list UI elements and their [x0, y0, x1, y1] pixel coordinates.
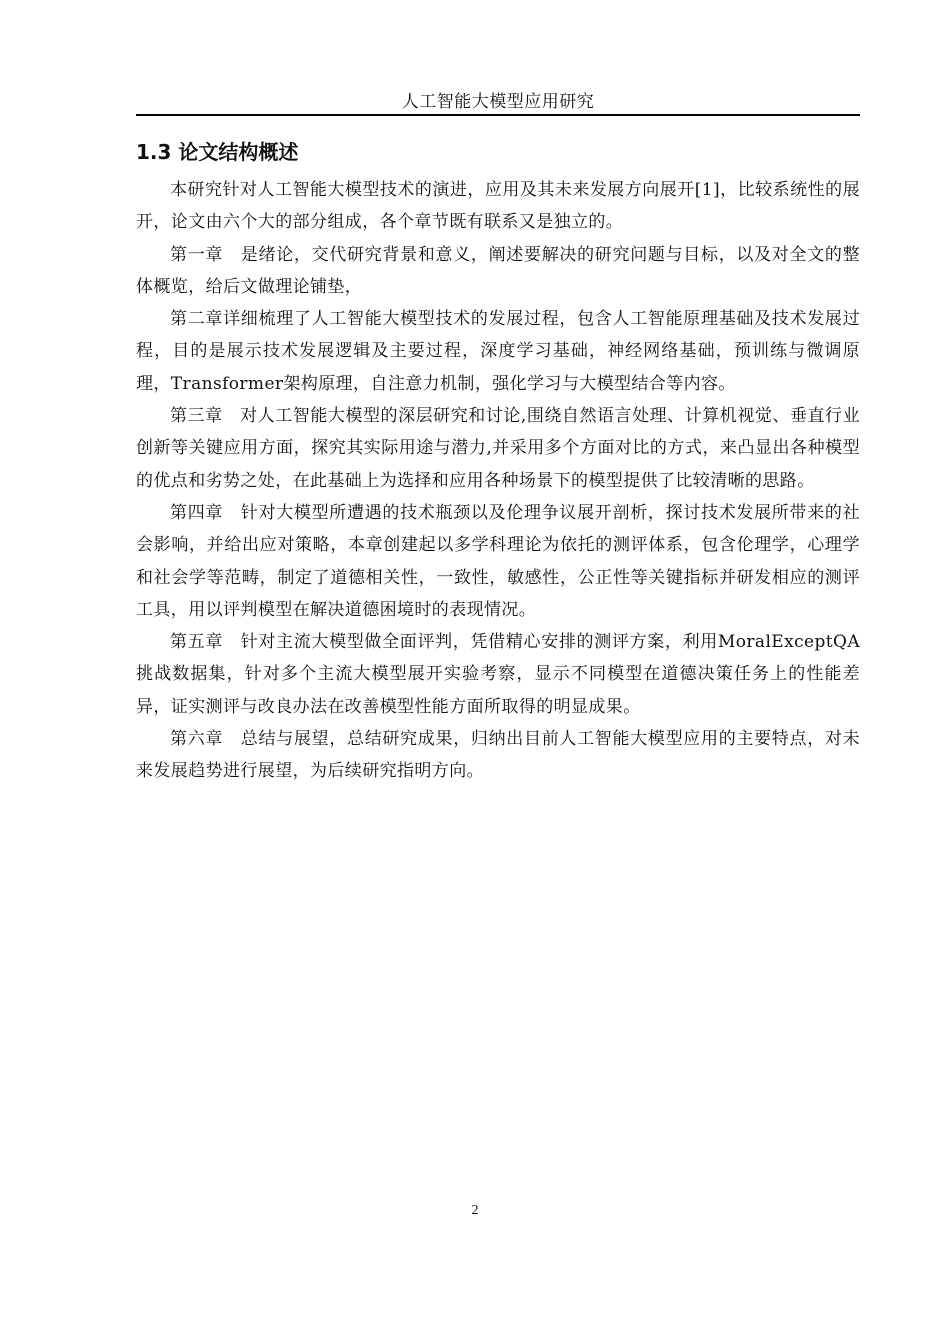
paragraph-chapter-2: 第二章详细梳理了人工智能大模型技术的发展过程，包含人工智能原理基础及技术发展过程，目的是展示技术发展逻辑及主要过程，深度学习基础，神经网络基础，预训练与微调原理，Transformer架构原理，自注意力机制，强化学习与大模型结合等内容。 [136, 309, 860, 394]
section-heading: 1.3 论文结构概述 [136, 140, 299, 164]
paragraph-intro: 本研究针对人工智能大模型技术的演进，应用及其未来发展方向展开[1]，比较系统性的展开，论文由六个大的部分组成，各个章节既有联系又是独立的。 [136, 180, 860, 233]
paragraph-chapter-4: 第四章 针对大模型所遭遇的技术瓶颈以及伦理争议展开剖析，探讨技术发展所带来的社会影响，并给出应对策略，本章创建起以多学科理论为依托的测评体系，包含伦理学，心理学和社会学等范畴，制定了道德相关性，一致性，敏感性，公正性等关键指标并研发相应的测评工具，用以评判模型在解决道德困境时的表现情况。 [136, 502, 860, 620]
paragraph-chapter-5: 第五章 针对主流大模型做全面评判，凭借精心安排的测评方案，利用MoralExceptQA挑战数据集，针对多个主流大模型展开实验考察，显示不同模型在道德决策任务上的性能差异，证实测评与改良办法在改善模型性能方面所取得的明显成果。 [136, 632, 860, 717]
running-header [136, 90, 860, 116]
page-number: 2 [471, 1203, 479, 1218]
body-text [136, 174, 860, 788]
paragraph-chapter-1: 第一章 是绪论，交代研究背景和意义，阐述要解决的研究问题与目标，以及对全文的整体概览，给后文做理论铺垫， [136, 244, 860, 297]
paragraph-chapter-6: 第六章 总结与展望，总结研究成果，归纳出目前人工智能大模型应用的主要特点，对未来发展趋势进行展望，为后续研究指明方向。 [136, 729, 860, 782]
paragraph-chapter-3: 第三章 对人工智能大模型的深层研究和讨论,围绕自然语言处理、计算机视觉、垂直行业创新等关键应用方面，探究其实际用途与潜力,并采用多个方面对比的方式，来凸显出各种模型的优点和劣势之处，在此基础上为选择和应用各种场景下的模型提供了比较清晰的思路。 [136, 406, 860, 491]
running-header-title: 人工智能大模型应用研究 [401, 92, 595, 112]
